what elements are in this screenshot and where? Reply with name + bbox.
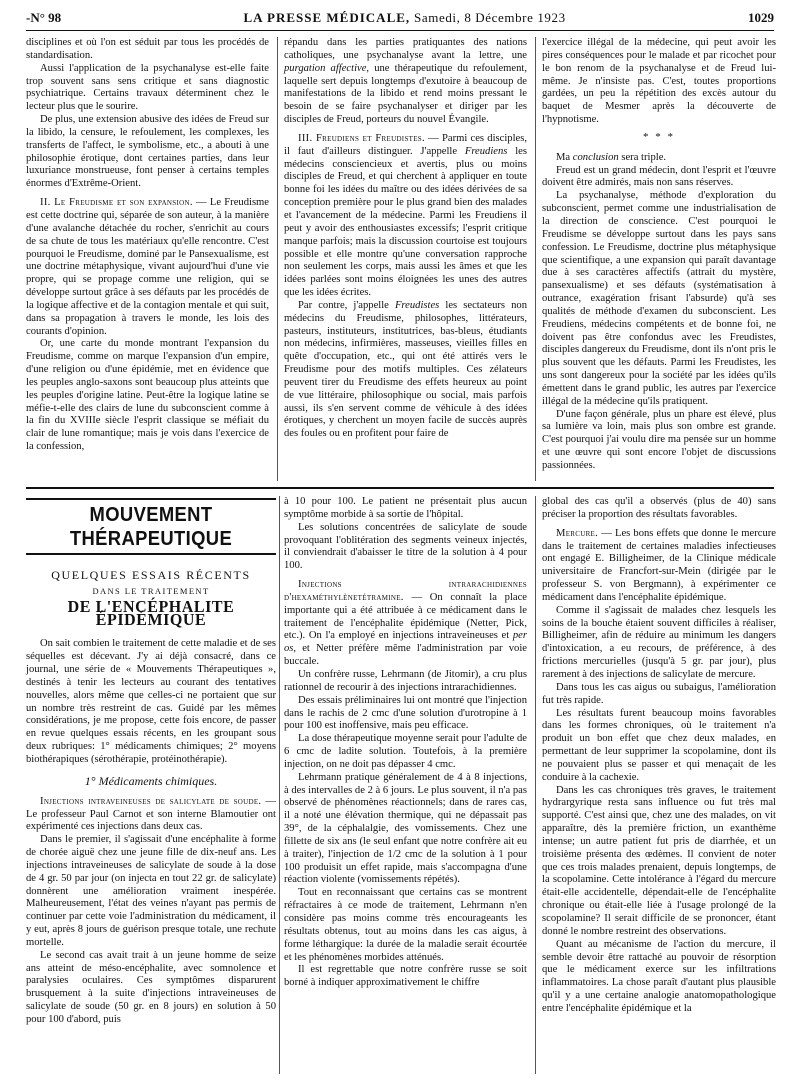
italic-term: Freudiens [464,145,508,157]
section-heading: Injections intrarachidiennes d'hexaméthylènetétramine. [284,579,527,603]
paragraph: Le second cas avait trait à un jeune homme de seize ans atteint de méso-encéphalite, avec somnolence et paralysies oculaires. Ces symptômes disparurent brusquement à la suite d'injections intraveineuses de salicylate de soude (50 gr. en 8 jours) en solution à 50 pour 100 d'abord, puis [26,949,276,1025]
italic-term: conclusion [572,151,619,163]
paragraph-text: — Le professeur Paul Carnot et son interne Blamoutier ont expérimenté ces injections dans deux cas. [26,795,276,833]
paragraph: Quant au mécanisme de l'action du mercure, il semble devoir être rattaché au pouvoir de résorption que le médicament exerce sur les infiltrations inflammatoires. La chose paraît d'autant plus plausible qu'il y a une certaine analogie anatomopathologique entre l'encéphalite épidémique et la [542,938,776,1014]
lower-column-3 [542,496,776,1016]
paragraph: Les solutions concentrées de salicylate de soude provoquant l'oblitération des segments veineux injectés, il conviendrait d'abaisser le titre de la solution à 4 pour 100. [284,521,527,572]
paragraph [26,197,269,338]
article-separator-rule [26,487,774,489]
section-separator-asterisks: * * * [643,130,675,143]
paragraph [284,133,527,300]
subsection-heading: 1° Médicaments chimiques. [84,773,218,788]
column-divider [277,37,278,481]
issue-date: Samedi, 8 Décembre 1923 [414,10,566,25]
paragraph-text: , une thérapeutique du refoulement, laquelle sert depuis longtemps d'exutoire à beaucoup de manifestations de la libido et rend moins pressant le besoin de se faire psychanalyser et diriger par les disciples de Freud, porteurs du nouvel Évangile. [284,62,527,126]
paragraph: Dans les cas chroniques très graves, le traitement hydrargyrique resta sans influence ou fut très mal supporté. C'est ainsi que, chez une des malades, on vit apparaître, dès la première friction, un exanthème intense; un autre patient fut pris de diarrhée, et un troisième présenta des œdèmes. Il convient de noter que ces trois malades prenaient, depuis longtemps, de la scopolamine. Cette intolérance à l'égard du mercure était-elle accidentelle, dépendait-elle de l'encéphalite chronique ou était-elle liée à l'usage prolongé de la scopolamine? Il serait difficile de se prononcer, étant donné le nombre restreint des observations. [542,784,776,937]
masthead [243,10,565,26]
paragraph: Il est regrettable que notre confrère russe se soit borné à indiquer approximativement le chiffre [284,964,527,989]
paragraph: Freud est un grand médecin, dont l'esprit et l'œuvre doivent être admirés, mais non sans réserves. [542,164,776,189]
paragraph-text: Ma [556,151,573,163]
paragraph: à 10 pour 100. Le patient ne présentait plus aucun symptôme morbide à sa sortie de l'hôpital. [284,496,527,520]
paragraph-text: — Les bons effets que donne le mercure dans le traitement de certaines maladies infectieuses ont engagé E. Billigheimer, de la Clinique médicale universitaire de Francfort-sur-Mein (dirigée par le professeur S. von Bergmann), à expérimenter ce médicament dans l'encéphalite épidémique. [542,527,776,603]
column-divider [279,496,280,1074]
paragraph: La dose thérapeutique moyenne serait pour l'adulte de 6 cmc de ladite solution. Toutefois, à la première injection, on ne doit pas dépasser 4 cmc. [284,733,527,770]
section-heading: Injections intraveineuses de salicylate de soude. [40,795,262,807]
paragraph: Tout en reconnaissant que certains cas se montrent réfractaires à ce mode de traitement, Lehrmann n'en considère pas moins comme très encourageants les résultats obtenus, tout au moins dans les cas aigus, à forme léthargique: la durée de la maladie serait écourtée et les phénomènes morbides atténués. [284,887,527,963]
column-divider [535,496,536,1074]
journal-title: LA PRESSE MÉDICALE, [243,10,411,25]
section-title: MOUVEMENT THÉRAPEUTIQUE [69,504,233,550]
paragraph [542,528,776,605]
article-title-line-2: DANS LE TRAITEMENT [92,585,210,596]
paragraph-text: Par contre, j'appelle [298,299,395,311]
paragraph: Un confrère russe, Lehrmann (de Jitomir), a cru plus rationnel de recourir à des injections intrarachidiennes. [284,668,527,693]
paragraph-text: les sectateurs non médecins du Freudisme, philosophes, littérateurs, pasteurs, instituteurs, institutrices, bas-bleus, étudiants non médecins, infirmières, masseuses, vieilles filles en quête d'occupation, etc., qui ont été attirés vers le Freudisme pour des motifs multiples. Ces zélateurs peuvent tirer du Freudisme des effets heureux au point de vue littéraire, philosophique ou social, mais parfois aussi, ils s'en servent comme de véhicule à des idées érotiques, y cherchent un moyen facile de succès auprès des foules ou en profitent pour faire de [284,299,527,440]
section-heading: II. Le Freudisme et son expansion. [40,197,193,209]
upper-column-1 [26,37,269,454]
paragraph [284,300,527,441]
paragraph [284,37,527,127]
section-heading: III. Freudiens et Freudistes. [298,132,425,144]
upper-column-3 [542,37,776,473]
paragraph: La psychanalyse, méthode d'exploration du subconscient, permet comme une industrialisation de la direction de conscience. C'est pourquoi le Freudisme se développe surtout dans les pays sans confession. Le Freudisme, doctrine plus métaphysique que scientifique, a une expansion qui paraît davantage due à ses caractères affectifs (attrait du mystère, pansexualisme) et ses défauts (systématisation à outrance, exagération frisant l'absurde) qu'à ses qualités de méthode d'examen du subconscient. Les Freudiens, médecins compétents et de bonne foi, ne doivent pas être confondus avec les Freudistes, disciples dangereux du Freudisme, dont ils n'ont pris le plus souvent que les défauts. Parmi les Freudistes, les uns sont dangereux pour la société par les idées qu'ils émettent dans le grand public, les autres par l'exercice illégal de la médecine qu'ils pratiquent. [542,190,776,407]
paragraph-text: — On connaît la place importante qui a été attribuée à ce médicament dans le traitement de l'encéphalite épidémique (Netter, Pick, etc.). On l'a employé en injections intraveineuses et [284,591,527,642]
section-title-box [26,498,276,555]
paragraph: Dans le premier, il s'agissait d'une encéphalite à forme de chorée aiguë chez une jeune fille de dix-neuf ans. Les injections intraveineuses de salicylate de soude à la dose de 4 gr. 50 par jour (on injecta en tout 22 gr. de salicylate) donnèrent une amélioration vraiment inespérée. Malheureusement, l'état des veines n'ayant pas permis de continuer par cette voie l'administration du médicament, il y eut, après 8 jours de guérison presque totale, une rechute mortelle. [26,834,276,948]
running-header [26,10,774,31]
italic-term: Freudistes [394,299,440,311]
lower-column-2 [284,496,527,990]
paragraph: l'exercice illégal de la médecine, qui peut avoir les pires conséquences pour le malade et par ricochet pour le bon renom de la psychanalyse et de Freud lui-même. Je n'insiste pas. C'est, toutes proportions gardées, un peu la répétition des excès autour du baquet de Mesmer après la découverte de l'hypnotisme. [542,37,776,126]
italic-term: per os [284,630,527,655]
paragraph: Comme il s'agissait de malades chez lesquels les soins de la bouche étaient souvent difficiles à réaliser, Billigheimer, afin de réduire au minimum les dangers d'intoxication, a eu recours, de préférence, à des frictions mercurielles (jusqu'à 5 gr. par jour), plus rarement à des injections de salicylate de mercure. [542,604,776,680]
paragraph: disciplines et où l'on est séduit par tous les procédés de standardisation. [26,37,269,61]
paragraph-text: les médecins consciencieux et avertis, plus ou moins disciples de Freud, et qui cherchent à appliquer en toute bonne foi les idées du maître ou des idées dérivées de sa conception première pour le plus grand bien des malades et l'avancement de la médecine. Parmi les Freudiens il peut y avoir des enthousiastes excessifs; l'esprit critique manque parfois; mais la discussion courtoise est toujours possible et elle montre qu'une conversation rapproche non seulement les corps, mais aussi les âmes et que les idées parlées sont moins éloignées les unes des autres que les idées écrites. [284,145,527,299]
paragraph: Dans tous les cas aigus ou subaigus, l'amélioration fut très rapide. [542,681,776,706]
paragraph: D'une façon générale, plus un phare est élevé, plus sa lumière va loin, mais plus son ombre est grande. C'est pourquoi j'ai voulu dire ma pensée sur un homme et une œuvre qui sont encore l'objet de discussions passionnées. [542,408,776,471]
page-number: 1029 [748,10,774,25]
paragraph-text: sera triple. [618,151,667,163]
paragraph-text: , et Netter préfère même l'administration par voie buccale. [284,643,527,668]
article-title-line-1: QUELQUES ESSAIS RÉCENTS [51,568,251,582]
italic-term: purgation affective [284,62,367,74]
lower-column-1 [26,496,276,1027]
issue-number: -N° 98 [26,10,62,25]
paragraph [284,579,527,669]
section-heading: Mercure. [556,527,599,539]
paragraph-text: — Parmi ces disciples, il faut d'ailleurs distinguer. J'appelle [284,132,527,157]
paragraph: Des essais préliminaires lui ont montré que l'injection dans le rachis de 2 cmc d'une solution d'urotropine à 1 pour 100 est inoffensive, mais peu efficace. [284,694,527,732]
paragraph: De plus, une extension abusive des idées de Freud sur la libido, la censure, le refoulement, les complexes, les transferts de l'affect, le symbolisme, etc., a abouti à une philosophie érotique, dont certaines parties, dans leur luxuriance monstrueuse, font penser à certains temples énormes d'Extrême-Orient. [26,114,269,190]
paragraph [26,796,276,835]
paragraph: Les résultats furent beaucoup moins favorables dans les formes chroniques, où le traitement n'a produit un bon effet que chez deux malades, en permettant de leur supprimer la scopolamine, dont ils ne pouvaient plus se passer et qui menaçait de les conduire à la cachexie. [542,707,776,783]
paragraph [542,152,776,165]
paragraph: On sait combien le traitement de cette maladie et de ses séquelles est décevant. J'y ai déjà consacré, dans ce journal, une série de « Mouvements Thérapeutiques », destinés à tenir les lecteurs au courant des tentatives nouvelles, alors même que celles-ci ne portaient que sur un nombre très restreint de cas. Guidé par les mêmes considérations, je me propose, cette fois encore, de passer en revue quelques essais récents, en les groupant sous deux rubriques: 1° médicaments chimiques; 2° moyens biothérapiques (sérothérapie, protéinothérapie). [26,638,276,765]
paragraph: Lehrmann pratique généralement de 4 à 8 injections, à des intervalles de 2 à 6 jours. Le plus souvent, il n'a pas observé de phénomènes réactionnels; dans de rares cas, il a noté une élévation thermique, qui ne dépassait pas 39°, de la céphalalgie, des vomissements. Chez une fillette de six ans (le seul enfant que notre confrère ait eu à traiter), l'injection de 1/2 cmc de la solution à 1 pour 100 produisit un effet rapide, mais s'accompagna d'une réaction violente (vomissements répétés). [284,771,527,886]
paragraph: Or, une carte du monde montrant l'expansion du Freudisme, comme on marque l'expansion d'un empire, d'une religion ou d'une épidémie, met en évidence que les peuples anglo-saxons sont beaucoup plus atteints que les peuples d'origine latine. Peut-être la logique latine se méfie-t-elle des clairs de lune du subconscient comme à la fin du XVIIIe siècle l'esprit classique se méfiait du clair de lune romantique; mais je vois dans l'exercice de la confession, [26,338,269,453]
paragraph: Aussi l'application de la psychanalyse est-elle faite trop souvent sans sens critique et sans diagnostic psychiatrique. Certains travaux déterminent chez le lecteur plus que le sourire. [26,62,269,113]
paragraph-text: — Le Freudisme est cette doctrine qui, séparée de son auteur, à la manière d'une avalanche détachée du rocher, s'enrichit au cours de sa chute de tous les matériaux qu'elle rencontre. C'est pourquoi le Freudisme, dominé par le Pansexualisme, est une doctrine métaphysique, vivant aujourd'hui d'une vie propre, qui se propage comme une religion, qui se développe surtout grâce à ses défauts par les procédés de la logique affective et de la contagion mentale et qui suit, dans sa propagation à travers le monde, les lois des courants d'opinion. [26,197,270,337]
upper-column-2 [284,37,527,441]
paragraph: global des cas qu'il a observés (plus de 40) sans préciser la proportion des résultats favorables. [542,496,776,520]
article-title-line-3: DE L'ENCÉPHALITE ÉPIDÉMIQUE [67,596,235,629]
paragraph-text: répandu dans les parties pratiquantes des nations catholiques, une psychanalyse avant la lettre, une [284,37,527,61]
column-divider [535,37,536,481]
